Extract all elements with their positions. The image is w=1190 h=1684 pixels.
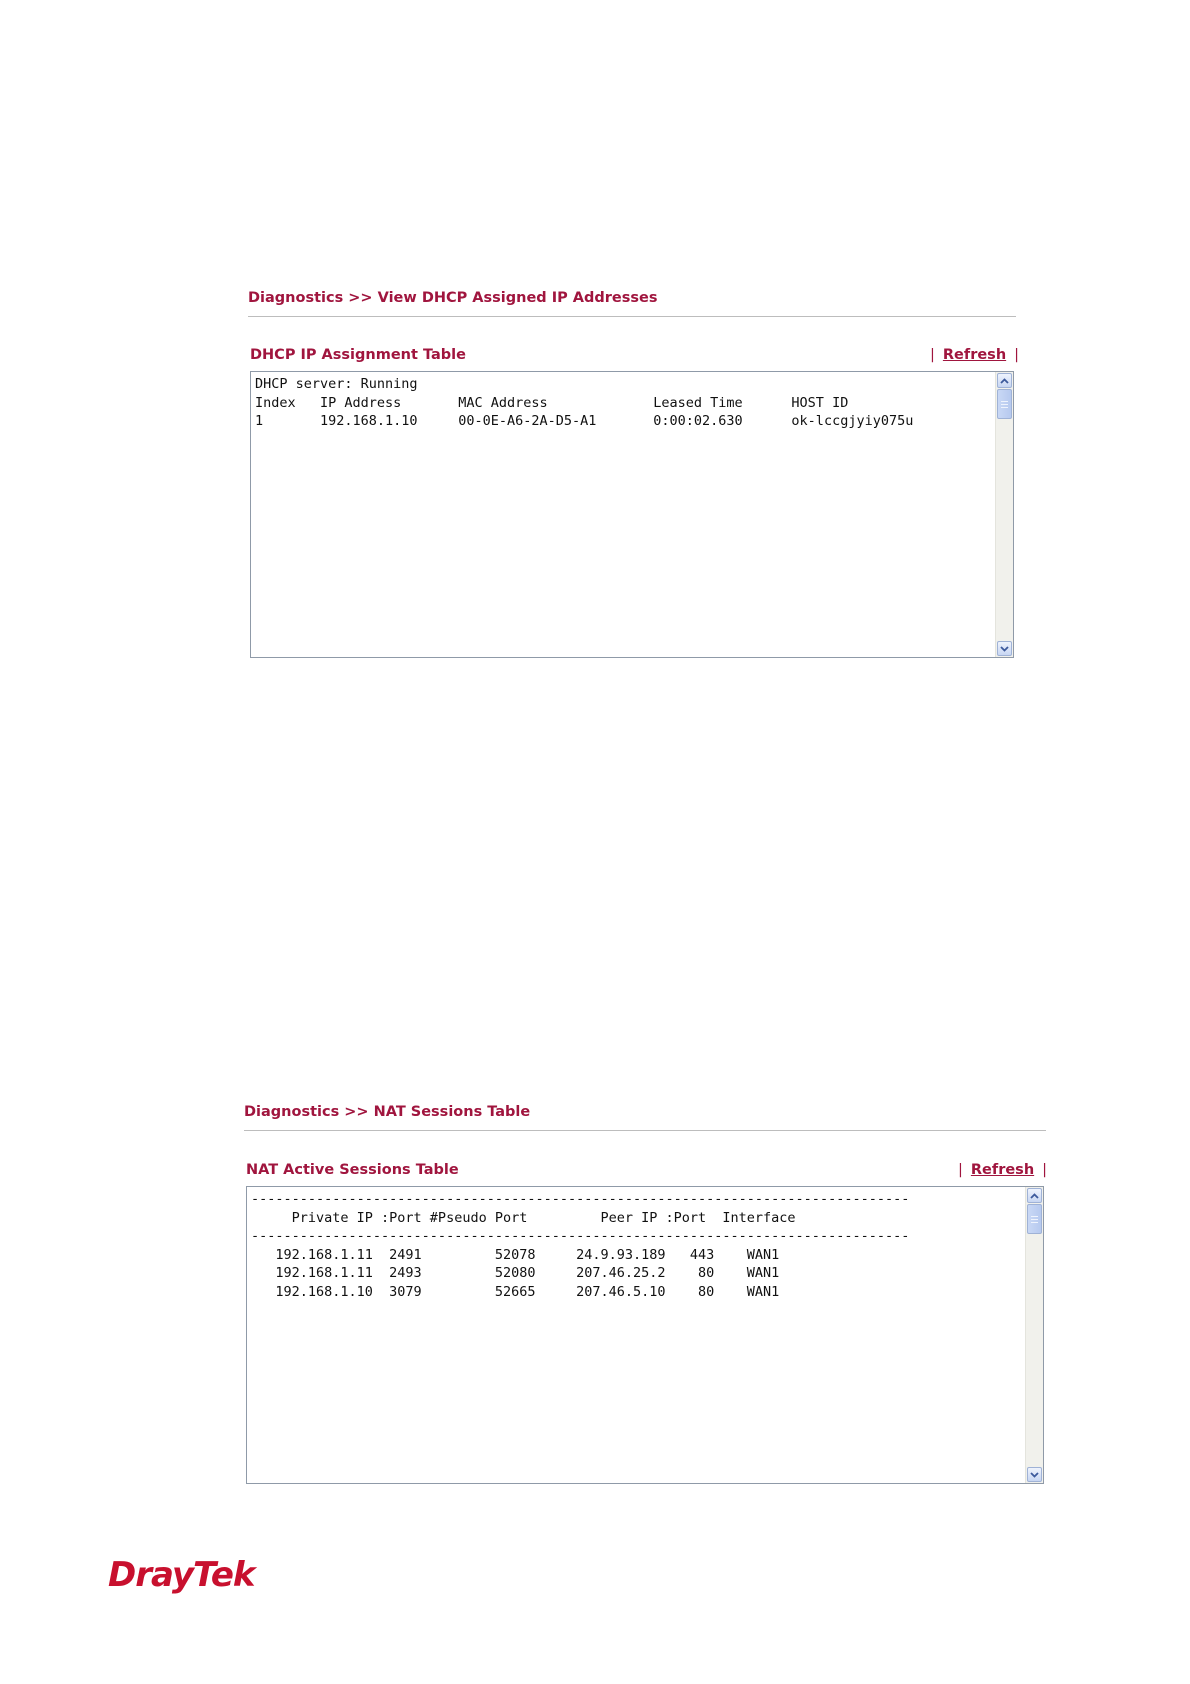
separator-left: | xyxy=(958,1162,963,1178)
nat-table-title: NAT Active Sessions Table xyxy=(246,1162,459,1178)
nat-section-divider xyxy=(244,1130,1046,1131)
scroll-up-arrow-icon[interactable] xyxy=(997,373,1012,388)
nat-scroll-thumb[interactable] xyxy=(1027,1204,1042,1234)
scroll-down-arrow-icon[interactable] xyxy=(1027,1467,1042,1482)
nat-table-content: --------------------------------------------------------------------------------- Private IP :Port #Pseudo Port Peer IP :Port Interface --------------------------------------------------------------------------------- 192.168.1.11 2491 52078 24.9.93.189 443 WAN1 192.168.1.11 2493 52080 207.46.25.2 80 WAN1 192.168.1.10 3079 52665 207.46.5.10 80 WAN1 xyxy=(251,1191,910,1300)
dhcp-scroll-thumb[interactable] xyxy=(997,389,1012,419)
separator-right: | xyxy=(1014,347,1020,363)
dhcp-scrollbar[interactable] xyxy=(995,372,1013,657)
nat-page-breadcrumb: Diagnostics >> NAT Sessions Table xyxy=(244,1104,531,1120)
separator-left: | xyxy=(930,347,935,363)
dhcp-page-breadcrumb: Diagnostics >> View DHCP Assigned IP Addresses xyxy=(248,290,658,306)
scroll-up-arrow-icon[interactable] xyxy=(1027,1188,1042,1203)
nat-table-textarea[interactable] xyxy=(246,1186,1044,1484)
draytek-logo: DrayTek xyxy=(108,1555,255,1595)
nat-scrollbar[interactable] xyxy=(1025,1187,1043,1483)
nat-refresh-group xyxy=(950,1162,1055,1178)
dhcp-section-divider xyxy=(248,316,1016,317)
dhcp-refresh-group xyxy=(922,347,1027,363)
dhcp-table-content: DHCP server: Running Index IP Address MAC Address Leased Time HOST ID 1 192.168.1.10 00-0E-A6-2A-D5-A1 0:00:02.630 ok-lccgjyiy075u xyxy=(255,376,914,429)
dhcp-refresh-link[interactable]: Refresh xyxy=(942,347,1007,363)
scroll-down-arrow-icon[interactable] xyxy=(997,641,1012,656)
nat-refresh-link[interactable]: Refresh xyxy=(970,1162,1035,1178)
separator-right: | xyxy=(1042,1162,1048,1178)
dhcp-table-title: DHCP IP Assignment Table xyxy=(250,347,466,363)
dhcp-table-textarea[interactable] xyxy=(250,371,1014,658)
